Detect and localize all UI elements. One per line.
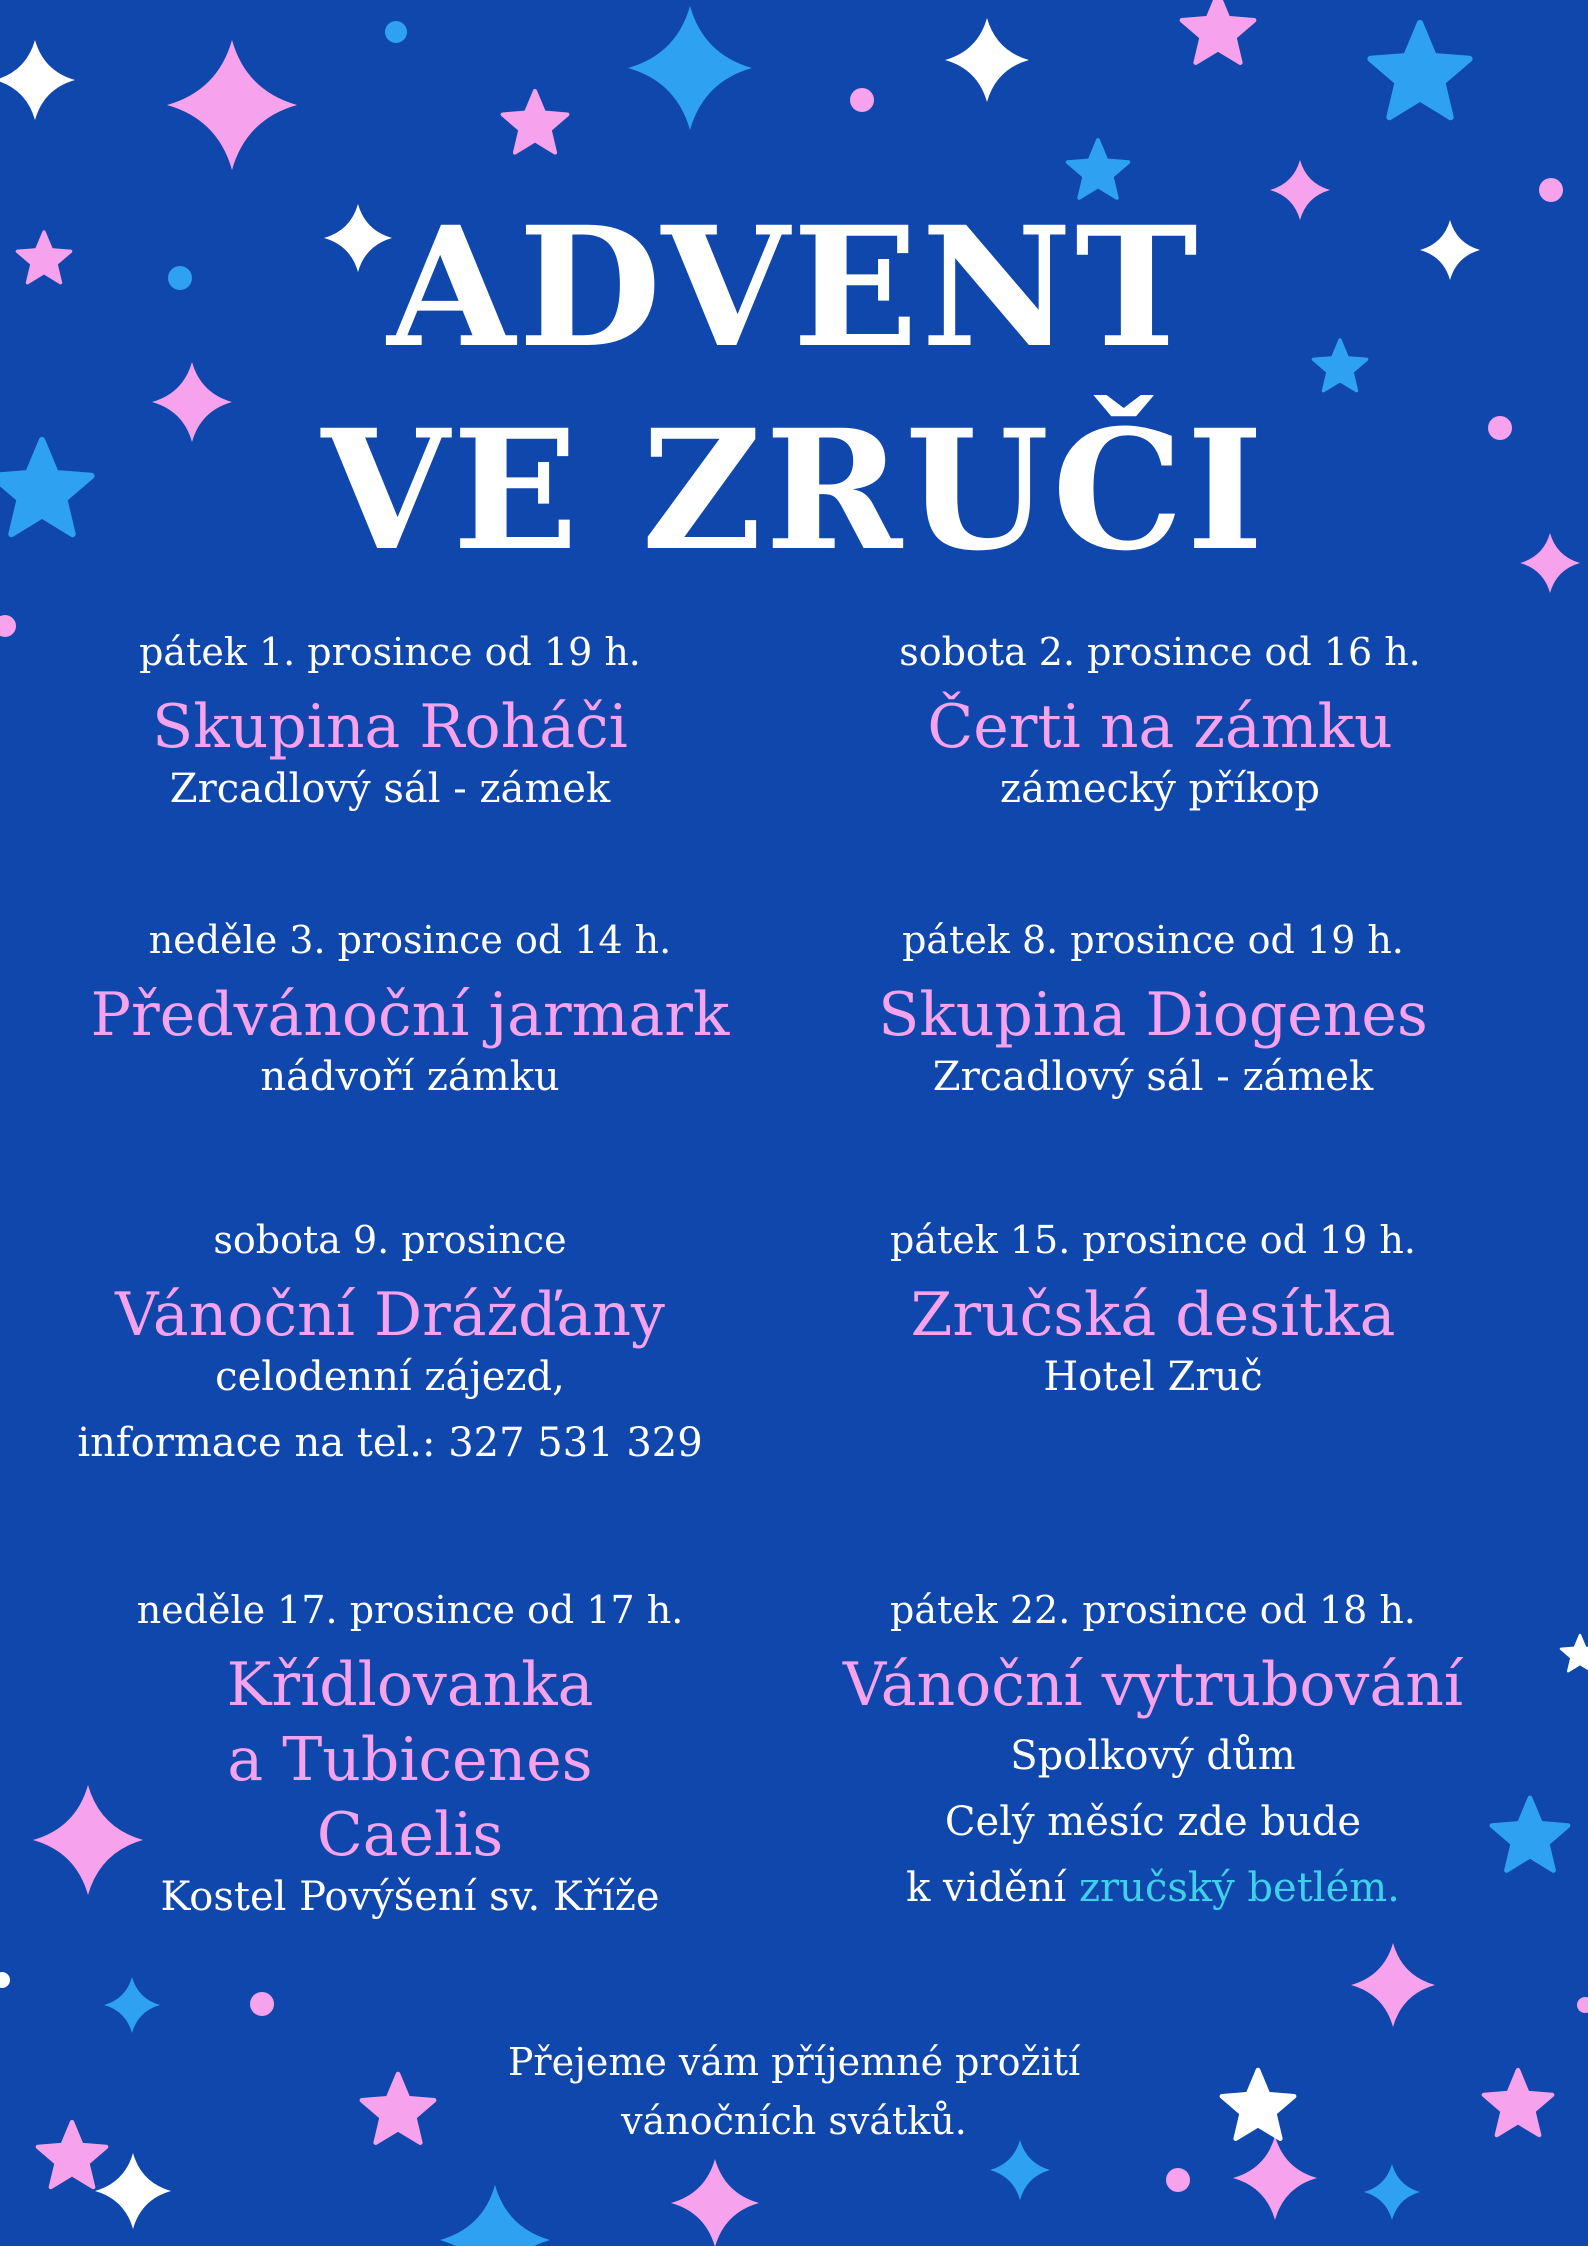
dot-icon — [1166, 2168, 1190, 2192]
sparkle-icon — [95, 2153, 171, 2229]
event-date: pátek 22. prosince od 18 h. — [890, 1588, 1416, 1632]
event-block-6 — [763, 1218, 1543, 1401]
event-date: neděle 3. prosince od 14 h. — [148, 918, 672, 962]
sparkle-icon — [167, 40, 297, 170]
dot-icon — [250, 1992, 274, 2016]
event-name: Čerti na zámku — [927, 691, 1393, 762]
footer-line-1: Přejeme vám příjemné prožití — [507, 2040, 1081, 2084]
event-date: sobota 9. prosince — [213, 1218, 567, 1262]
dot-icon — [0, 1972, 10, 1988]
event-block-7 — [20, 1588, 800, 1921]
event-date: neděle 17. prosince od 17 h. — [136, 1588, 684, 1632]
event-name: Zručská desítka — [910, 1279, 1396, 1350]
event-venue: Zrcadlový sál - zámek — [169, 765, 611, 812]
event-date: pátek 1. prosince od 19 h. — [139, 630, 641, 674]
sparkle-icon — [440, 2185, 550, 2246]
event-venue: Spolkový dům — [1010, 1732, 1296, 1779]
sparkle-icon — [104, 1977, 160, 2033]
footer-line-2: vánočních svátků. — [621, 2098, 967, 2143]
event-note-line-1: Celý měsíc zde bude — [944, 1798, 1362, 1845]
sparkle-icon — [628, 6, 752, 130]
event-block-8 — [763, 1588, 1543, 1921]
sparkle-icon — [0, 40, 75, 120]
event-date: pátek 15. prosince od 19 h. — [890, 1218, 1416, 1262]
event-block-3 — [20, 918, 800, 1101]
event-venue-line-2: informace na tel.: 327 531 329 — [77, 1419, 703, 1466]
event-name: Skupina Diogenes — [878, 979, 1428, 1050]
betlem-highlight: zručský betlém. — [1078, 1864, 1400, 1911]
event-date: pátek 8. prosince od 19 h. — [902, 918, 1404, 962]
event-venue: Kostel Povýšení sv. Kříže — [160, 1873, 660, 1920]
footer-greeting — [0, 2033, 1588, 2151]
dot-icon — [385, 21, 407, 43]
event-name: Vánoční Drážďany — [115, 1279, 665, 1350]
event-block-5 — [0, 1218, 780, 1467]
sparkle-icon — [945, 18, 1029, 102]
dot-icon — [850, 88, 874, 112]
event-venue: Hotel Zruč — [1043, 1353, 1263, 1400]
sparkle-icon — [1364, 2164, 1420, 2220]
event-venue: nádvoří zámku — [260, 1053, 560, 1100]
event-name-line-1: Křídlovanka — [226, 1649, 594, 1720]
event-note-line-2 — [763, 1855, 1543, 1921]
dot-icon — [1539, 178, 1563, 202]
event-block-4 — [763, 918, 1543, 1101]
star-icon — [503, 91, 568, 153]
title-line-1: ADVENT — [387, 190, 1201, 384]
event-venue-line-1: celodenní zájezd, — [215, 1353, 565, 1400]
event-block-2 — [770, 630, 1550, 813]
star-icon — [1182, 0, 1254, 63]
event-venue: zámecký příkop — [1000, 765, 1320, 812]
note-prefix: k vidění — [906, 1864, 1079, 1911]
event-name: Vánoční vytrubování — [842, 1649, 1464, 1720]
sparkle-icon — [671, 2159, 759, 2246]
event-venue: Zrcadlový sál - zámek — [932, 1053, 1374, 1100]
event-date: sobota 2. prosince od 16 h. — [899, 630, 1421, 674]
dot-icon — [1577, 1997, 1588, 2013]
event-name: Skupina Roháči — [152, 691, 628, 762]
event-name: Předvánoční jarmark — [90, 979, 730, 1050]
event-block-1 — [0, 630, 780, 813]
event-name-line-3: Caelis — [316, 1799, 504, 1870]
star-icon — [1371, 23, 1470, 117]
event-name-line-2: a Tubicenes — [227, 1724, 593, 1795]
sparkle-icon — [1351, 1943, 1435, 2027]
title-line-2: VE ZRUČI — [321, 393, 1267, 587]
star-icon — [1561, 1635, 1588, 1671]
